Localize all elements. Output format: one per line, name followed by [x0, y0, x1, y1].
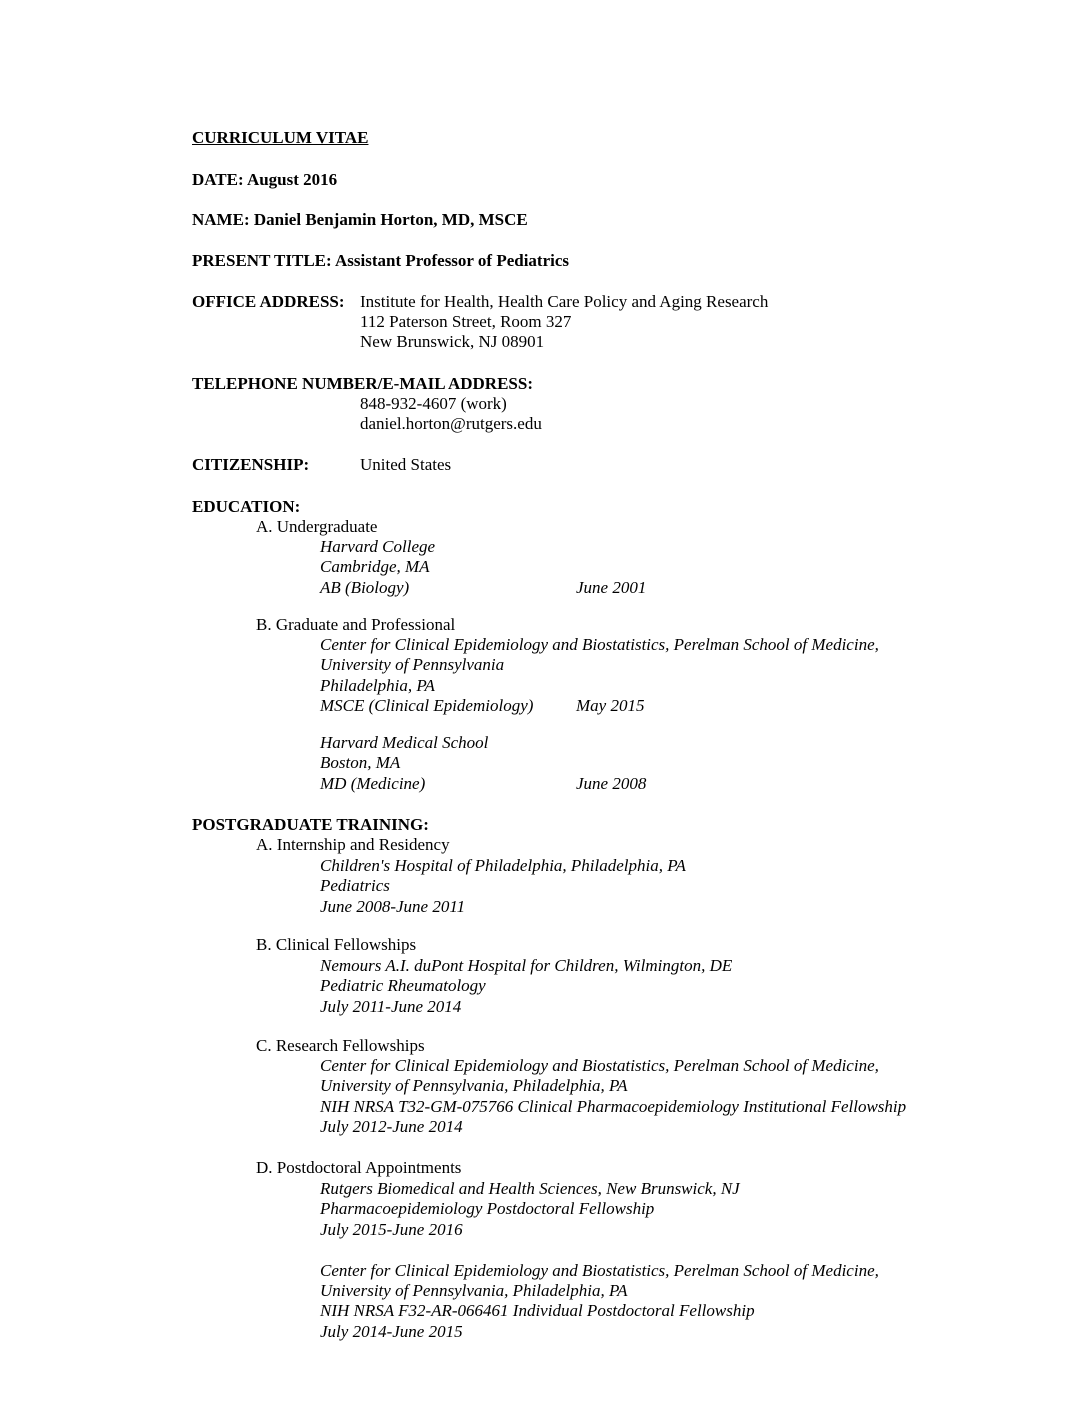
training-entry-line: July 2012-June 2014	[320, 1117, 463, 1136]
training-entry-line: Nemours A.I. duPont Hospital for Children, Wilmington, DE	[320, 956, 733, 975]
education-entry-line: University of Pennsylvania	[320, 655, 505, 674]
date-line: DATE: August 2016	[192, 170, 338, 189]
training-entry-line: NIH NRSA F32-AR-066461 Individual Postdoctoral Fellowship	[320, 1301, 755, 1320]
training-subheading: A. Internship and Residency	[256, 835, 450, 854]
office-address-line: New Brunswick, NJ 08901	[360, 332, 545, 351]
email-address: daniel.horton@rutgers.edu	[360, 414, 542, 433]
training-entry-line: Center for Clinical Epidemiology and Biostatistics, Perelman School of Medicine,	[320, 1056, 879, 1075]
present-title-line: PRESENT TITLE: Assistant Professor of Pediatrics	[192, 251, 570, 270]
education-subheading: A. Undergraduate	[256, 517, 378, 536]
training-entry-line: University of Pennsylvania, Philadelphia, PA	[320, 1076, 628, 1095]
training-entry-line: Pediatrics	[320, 876, 390, 895]
education-date: June 2001	[576, 578, 647, 597]
name-line: NAME: Daniel Benjamin Horton, MD, MSCE	[192, 210, 528, 229]
education-degree: MSCE (Clinical Epidemiology)	[320, 696, 534, 715]
training-subheading: D. Postdoctoral Appointments	[256, 1158, 462, 1177]
training-entry-line: July 2011-June 2014	[320, 997, 462, 1016]
training-entry-line: Children's Hospital of Philadelphia, Philadelphia, PA	[320, 856, 686, 875]
training-entry-line: Pediatric Rheumatology	[320, 976, 486, 995]
training-heading: POSTGRADUATE TRAINING:	[192, 815, 429, 834]
education-entry-line: Boston, MA	[320, 753, 401, 772]
phone-number: 848-932-4607 (work)	[360, 394, 507, 413]
training-entry-line: NIH NRSA T32-GM-075766 Clinical Pharmacoepidemiology Institutional Fellowship	[320, 1097, 907, 1116]
training-subheading: B. Clinical Fellowships	[256, 935, 417, 954]
education-degree: MD (Medicine)	[320, 774, 426, 793]
education-date: June 2008	[576, 774, 647, 793]
citizenship-label: CITIZENSHIP:	[192, 455, 310, 474]
training-entry-line: Center for Clinical Epidemiology and Biostatistics, Perelman School of Medicine,	[320, 1261, 879, 1280]
education-subheading: B. Graduate and Professional	[256, 615, 456, 634]
education-heading: EDUCATION:	[192, 497, 301, 516]
training-entry-line: University of Pennsylvania, Philadelphia, PA	[320, 1281, 628, 1300]
education-entry-line: Philadelphia, PA	[320, 676, 435, 695]
education-entry-line: Cambridge, MA	[320, 557, 430, 576]
training-entry-line: Rutgers Biomedical and Health Sciences, New Brunswick, NJ	[320, 1179, 740, 1198]
education-entry-line: Harvard Medical School	[320, 733, 489, 752]
office-address-label: OFFICE ADDRESS:	[192, 292, 345, 311]
training-entry-line: July 2014-June 2015	[320, 1322, 463, 1341]
education-entry-line: Center for Clinical Epidemiology and Biostatistics, Perelman School of Medicine,	[320, 635, 879, 654]
training-entry-line: Pharmacoepidemiology Postdoctoral Fellowship	[320, 1199, 655, 1218]
training-subheading: C. Research Fellowships	[256, 1036, 425, 1055]
education-date: May 2015	[576, 696, 645, 715]
education-entry-line: Harvard College	[320, 537, 436, 556]
office-address-line: Institute for Health, Health Care Policy and Aging Research	[360, 292, 769, 311]
training-entry-line: July 2015-June 2016	[320, 1220, 463, 1239]
document-heading: CURRICULUM VITAE	[192, 128, 369, 147]
contact-label: TELEPHONE NUMBER/E-MAIL ADDRESS:	[192, 374, 533, 393]
office-address-line: 112 Paterson Street, Room 327	[360, 312, 572, 331]
citizenship-value: United States	[360, 455, 452, 474]
training-entry-line: June 2008-June 2011	[320, 897, 466, 916]
education-degree: AB (Biology)	[320, 578, 410, 597]
